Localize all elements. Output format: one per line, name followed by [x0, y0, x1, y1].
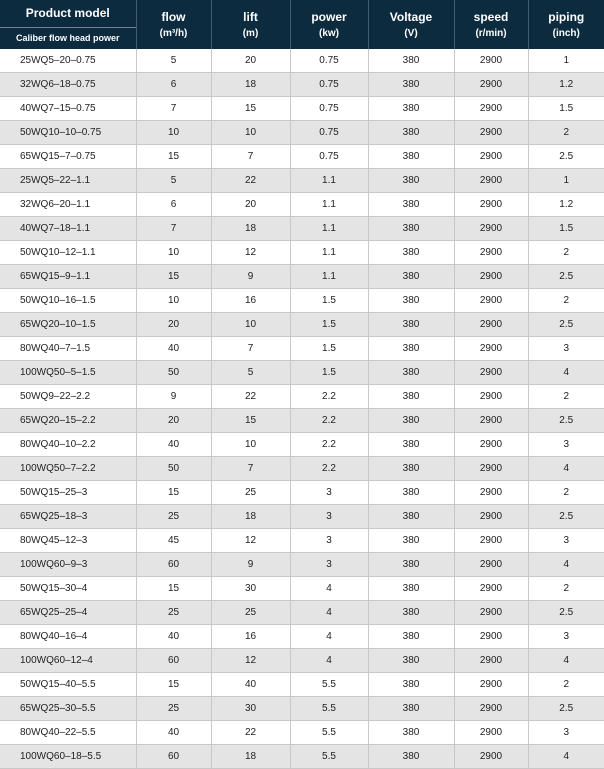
- cell-piping: 2: [528, 481, 604, 505]
- cell-piping: 2.5: [528, 313, 604, 337]
- cell-speed: 2900: [454, 505, 528, 529]
- cell-speed: 2900: [454, 577, 528, 601]
- cell-piping: 3: [528, 721, 604, 745]
- cell-power: 0.75: [290, 97, 368, 121]
- cell-lift: 30: [211, 577, 290, 601]
- cell-lift: 18: [211, 745, 290, 769]
- cell-voltage: 380: [368, 217, 454, 241]
- cell-flow: 10: [136, 121, 211, 145]
- cell-flow: 10: [136, 289, 211, 313]
- cell-power: 4: [290, 577, 368, 601]
- header-piping: [528, 0, 604, 49]
- cell-model: 65WQ25–25–4: [0, 601, 136, 625]
- cell-power: 5.5: [290, 673, 368, 697]
- cell-power: 2.2: [290, 409, 368, 433]
- cell-power: 1.1: [290, 217, 368, 241]
- cell-flow: 15: [136, 481, 211, 505]
- cell-model: 32WQ6–20–1.1: [0, 193, 136, 217]
- cell-voltage: 380: [368, 169, 454, 193]
- cell-speed: 2900: [454, 313, 528, 337]
- table-row: [0, 385, 604, 409]
- cell-piping: 2.5: [528, 409, 604, 433]
- cell-flow: 20: [136, 313, 211, 337]
- cell-speed: 2900: [454, 457, 528, 481]
- cell-piping: 1: [528, 49, 604, 73]
- cell-model: 50WQ15–40–5.5: [0, 673, 136, 697]
- cell-lift: 12: [211, 529, 290, 553]
- table-row: [0, 121, 604, 145]
- header-voltage-unit: (V): [369, 27, 454, 40]
- cell-flow: 25: [136, 697, 211, 721]
- cell-speed: 2900: [454, 97, 528, 121]
- cell-voltage: 380: [368, 241, 454, 265]
- cell-voltage: 380: [368, 721, 454, 745]
- cell-piping: 3: [528, 625, 604, 649]
- table-row: [0, 193, 604, 217]
- cell-flow: 15: [136, 265, 211, 289]
- cell-voltage: 380: [368, 145, 454, 169]
- header-lift-unit: (m): [212, 27, 290, 40]
- cell-power: 3: [290, 553, 368, 577]
- cell-voltage: 380: [368, 97, 454, 121]
- cell-voltage: 380: [368, 745, 454, 769]
- table-row: [0, 721, 604, 745]
- cell-piping: 1.2: [528, 73, 604, 97]
- cell-speed: 2900: [454, 337, 528, 361]
- cell-lift: 9: [211, 265, 290, 289]
- cell-flow: 10: [136, 241, 211, 265]
- cell-speed: 2900: [454, 145, 528, 169]
- cell-model: 80WQ40–16–4: [0, 625, 136, 649]
- cell-piping: 4: [528, 553, 604, 577]
- cell-speed: 2900: [454, 481, 528, 505]
- header-model-subtitle: Caliber flow head power: [0, 28, 136, 49]
- cell-speed: 2900: [454, 697, 528, 721]
- cell-piping: 1.5: [528, 217, 604, 241]
- table-row: [0, 217, 604, 241]
- cell-model: 65WQ20–15–2.2: [0, 409, 136, 433]
- cell-piping: 2.5: [528, 145, 604, 169]
- cell-lift: 22: [211, 721, 290, 745]
- cell-voltage: 380: [368, 193, 454, 217]
- cell-flow: 60: [136, 745, 211, 769]
- table-row: [0, 241, 604, 265]
- cell-voltage: 380: [368, 265, 454, 289]
- cell-power: 4: [290, 625, 368, 649]
- header-speed-unit: (r/min): [455, 27, 528, 40]
- cell-lift: 20: [211, 193, 290, 217]
- cell-flow: 6: [136, 193, 211, 217]
- cell-lift: 18: [211, 73, 290, 97]
- cell-piping: 2.5: [528, 601, 604, 625]
- cell-flow: 15: [136, 673, 211, 697]
- cell-flow: 20: [136, 409, 211, 433]
- cell-speed: 2900: [454, 385, 528, 409]
- header-flow-unit: (m³/h): [137, 27, 211, 40]
- header-power: [290, 0, 368, 49]
- cell-speed: 2900: [454, 601, 528, 625]
- cell-lift: 25: [211, 481, 290, 505]
- cell-model: 32WQ6–18–0.75: [0, 73, 136, 97]
- table-row: [0, 481, 604, 505]
- cell-model: 100WQ50–5–1.5: [0, 361, 136, 385]
- cell-power: 0.75: [290, 49, 368, 73]
- cell-piping: 2: [528, 289, 604, 313]
- cell-flow: 40: [136, 337, 211, 361]
- header-piping-unit: (inch): [529, 27, 604, 40]
- table-row: [0, 697, 604, 721]
- cell-piping: 4: [528, 649, 604, 673]
- cell-power: 1.1: [290, 241, 368, 265]
- cell-voltage: 380: [368, 697, 454, 721]
- cell-voltage: 380: [368, 601, 454, 625]
- cell-lift: 7: [211, 145, 290, 169]
- cell-power: 5.5: [290, 721, 368, 745]
- table-row: [0, 673, 604, 697]
- cell-voltage: 380: [368, 337, 454, 361]
- cell-voltage: 380: [368, 577, 454, 601]
- cell-flow: 45: [136, 529, 211, 553]
- cell-power: 4: [290, 649, 368, 673]
- table-row: [0, 313, 604, 337]
- cell-lift: 20: [211, 49, 290, 73]
- cell-model: 80WQ40–10–2.2: [0, 433, 136, 457]
- cell-flow: 50: [136, 457, 211, 481]
- cell-power: 1.1: [290, 265, 368, 289]
- cell-piping: 2.5: [528, 505, 604, 529]
- cell-model: 65WQ25–30–5.5: [0, 697, 136, 721]
- cell-flow: 7: [136, 97, 211, 121]
- cell-power: 1.5: [290, 313, 368, 337]
- cell-piping: 3: [528, 433, 604, 457]
- cell-piping: 2: [528, 577, 604, 601]
- cell-power: 0.75: [290, 145, 368, 169]
- cell-model: 50WQ10–16–1.5: [0, 289, 136, 313]
- cell-model: 50WQ15–30–4: [0, 577, 136, 601]
- header-speed-label: speed: [455, 10, 528, 25]
- cell-power: 2.2: [290, 385, 368, 409]
- cell-speed: 2900: [454, 529, 528, 553]
- table-row: [0, 289, 604, 313]
- cell-flow: 40: [136, 433, 211, 457]
- cell-power: 3: [290, 529, 368, 553]
- header-power-unit: (kw): [291, 27, 368, 40]
- cell-lift: 18: [211, 217, 290, 241]
- table-header-row: [0, 0, 604, 49]
- cell-flow: 25: [136, 505, 211, 529]
- table-row: [0, 457, 604, 481]
- cell-speed: 2900: [454, 433, 528, 457]
- cell-power: 1.1: [290, 193, 368, 217]
- header-lift: [211, 0, 290, 49]
- cell-lift: 10: [211, 121, 290, 145]
- table-row: [0, 649, 604, 673]
- cell-flow: 40: [136, 721, 211, 745]
- table-row: [0, 97, 604, 121]
- cell-voltage: 380: [368, 529, 454, 553]
- cell-model: 65WQ20–10–1.5: [0, 313, 136, 337]
- cell-model: 40WQ7–15–0.75: [0, 97, 136, 121]
- cell-flow: 5: [136, 169, 211, 193]
- header-speed: [454, 0, 528, 49]
- cell-model: 25WQ5–22–1.1: [0, 169, 136, 193]
- cell-lift: 10: [211, 433, 290, 457]
- cell-lift: 22: [211, 385, 290, 409]
- cell-voltage: 380: [368, 433, 454, 457]
- cell-speed: 2900: [454, 121, 528, 145]
- cell-piping: 3: [528, 529, 604, 553]
- cell-flow: 9: [136, 385, 211, 409]
- cell-model: 40WQ7–18–1.1: [0, 217, 136, 241]
- cell-flow: 60: [136, 553, 211, 577]
- cell-model: 50WQ15–25–3: [0, 481, 136, 505]
- header-flow-label: flow: [137, 10, 211, 25]
- cell-power: 5.5: [290, 745, 368, 769]
- cell-voltage: 380: [368, 289, 454, 313]
- cell-flow: 60: [136, 649, 211, 673]
- cell-model: 50WQ10–12–1.1: [0, 241, 136, 265]
- cell-flow: 5: [136, 49, 211, 73]
- cell-speed: 2900: [454, 721, 528, 745]
- header-lift-label: lift: [212, 10, 290, 25]
- cell-flow: 50: [136, 361, 211, 385]
- cell-lift: 7: [211, 457, 290, 481]
- cell-power: 3: [290, 481, 368, 505]
- cell-lift: 15: [211, 97, 290, 121]
- cell-lift: 12: [211, 649, 290, 673]
- cell-lift: 15: [211, 409, 290, 433]
- cell-voltage: 380: [368, 361, 454, 385]
- cell-piping: 2: [528, 385, 604, 409]
- cell-model: 65WQ15–7–0.75: [0, 145, 136, 169]
- cell-speed: 2900: [454, 745, 528, 769]
- cell-flow: 25: [136, 601, 211, 625]
- cell-speed: 2900: [454, 217, 528, 241]
- cell-model: 65WQ25–18–3: [0, 505, 136, 529]
- cell-speed: 2900: [454, 241, 528, 265]
- cell-lift: 10: [211, 313, 290, 337]
- cell-power: 0.75: [290, 121, 368, 145]
- table-row: [0, 433, 604, 457]
- cell-power: 4: [290, 601, 368, 625]
- cell-power: 1.1: [290, 169, 368, 193]
- cell-power: 1.5: [290, 289, 368, 313]
- header-model-title: Product model: [0, 0, 136, 28]
- cell-lift: 9: [211, 553, 290, 577]
- header-piping-label: piping: [529, 10, 604, 25]
- cell-speed: 2900: [454, 673, 528, 697]
- cell-lift: 30: [211, 697, 290, 721]
- cell-flow: 7: [136, 217, 211, 241]
- cell-speed: 2900: [454, 289, 528, 313]
- cell-model: 65WQ15–9–1.1: [0, 265, 136, 289]
- cell-voltage: 380: [368, 385, 454, 409]
- header-product-model: [0, 0, 136, 49]
- cell-voltage: 380: [368, 625, 454, 649]
- table-row: [0, 529, 604, 553]
- cell-piping: 1.5: [528, 97, 604, 121]
- table-row: [0, 505, 604, 529]
- cell-piping: 4: [528, 745, 604, 769]
- table-row: [0, 361, 604, 385]
- cell-piping: 2: [528, 121, 604, 145]
- cell-piping: 4: [528, 361, 604, 385]
- cell-model: 100WQ50–7–2.2: [0, 457, 136, 481]
- cell-model: 100WQ60–9–3: [0, 553, 136, 577]
- cell-voltage: 380: [368, 481, 454, 505]
- cell-model: 50WQ10–10–0.75: [0, 121, 136, 145]
- cell-voltage: 380: [368, 673, 454, 697]
- cell-voltage: 380: [368, 505, 454, 529]
- header-voltage-label: Voltage: [369, 10, 454, 25]
- cell-voltage: 380: [368, 121, 454, 145]
- table-row: [0, 625, 604, 649]
- table-row: [0, 49, 604, 73]
- cell-voltage: 380: [368, 49, 454, 73]
- cell-voltage: 380: [368, 649, 454, 673]
- cell-flow: 15: [136, 577, 211, 601]
- cell-lift: 22: [211, 169, 290, 193]
- cell-voltage: 380: [368, 73, 454, 97]
- cell-power: 0.75: [290, 73, 368, 97]
- table-row: [0, 145, 604, 169]
- cell-piping: 2: [528, 241, 604, 265]
- cell-voltage: 380: [368, 553, 454, 577]
- table-row: [0, 337, 604, 361]
- cell-speed: 2900: [454, 73, 528, 97]
- cell-lift: 16: [211, 289, 290, 313]
- cell-speed: 2900: [454, 553, 528, 577]
- cell-power: 1.5: [290, 337, 368, 361]
- cell-speed: 2900: [454, 625, 528, 649]
- cell-model: 80WQ45–12–3: [0, 529, 136, 553]
- cell-model: 80WQ40–7–1.5: [0, 337, 136, 361]
- cell-lift: 16: [211, 625, 290, 649]
- cell-power: 1.5: [290, 361, 368, 385]
- cell-flow: 15: [136, 145, 211, 169]
- header-voltage: [368, 0, 454, 49]
- table-row: [0, 601, 604, 625]
- table-body: [0, 49, 604, 769]
- cell-flow: 6: [136, 73, 211, 97]
- cell-lift: 25: [211, 601, 290, 625]
- cell-lift: 7: [211, 337, 290, 361]
- table-row: [0, 577, 604, 601]
- cell-speed: 2900: [454, 409, 528, 433]
- cell-piping: 2.5: [528, 265, 604, 289]
- cell-piping: 4: [528, 457, 604, 481]
- cell-model: 25WQ5–20–0.75: [0, 49, 136, 73]
- cell-model: 100WQ60–12–4: [0, 649, 136, 673]
- cell-piping: 3: [528, 337, 604, 361]
- cell-voltage: 380: [368, 457, 454, 481]
- cell-speed: 2900: [454, 361, 528, 385]
- cell-piping: 1.2: [528, 193, 604, 217]
- cell-lift: 5: [211, 361, 290, 385]
- cell-lift: 12: [211, 241, 290, 265]
- header-power-label: power: [291, 10, 368, 25]
- cell-model: 80WQ40–22–5.5: [0, 721, 136, 745]
- table-row: [0, 73, 604, 97]
- cell-piping: 1: [528, 169, 604, 193]
- cell-power: 3: [290, 505, 368, 529]
- cell-power: 2.2: [290, 433, 368, 457]
- header-flow: [136, 0, 211, 49]
- table-row: [0, 169, 604, 193]
- cell-speed: 2900: [454, 265, 528, 289]
- table-row: [0, 265, 604, 289]
- cell-speed: 2900: [454, 649, 528, 673]
- cell-speed: 2900: [454, 49, 528, 73]
- cell-voltage: 380: [368, 313, 454, 337]
- cell-power: 5.5: [290, 697, 368, 721]
- cell-power: 2.2: [290, 457, 368, 481]
- cell-speed: 2900: [454, 169, 528, 193]
- table-row: [0, 553, 604, 577]
- cell-piping: 2.5: [528, 697, 604, 721]
- cell-voltage: 380: [368, 409, 454, 433]
- cell-lift: 18: [211, 505, 290, 529]
- cell-lift: 40: [211, 673, 290, 697]
- cell-speed: 2900: [454, 193, 528, 217]
- cell-model: 100WQ60–18–5.5: [0, 745, 136, 769]
- cell-flow: 40: [136, 625, 211, 649]
- cell-model: 50WQ9–22–2.2: [0, 385, 136, 409]
- table-row: [0, 409, 604, 433]
- cell-piping: 2: [528, 673, 604, 697]
